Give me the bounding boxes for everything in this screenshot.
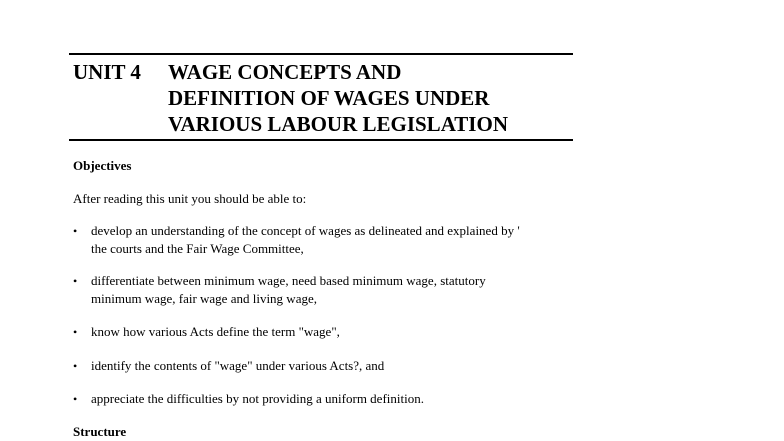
top-rule <box>69 53 573 55</box>
unit-title <box>168 59 508 137</box>
bullet-icon: • <box>73 359 78 373</box>
objective-text <box>91 357 581 375</box>
objective-text <box>91 390 581 408</box>
objective-line: the courts and the Fair Wage Committee, <box>91 241 304 256</box>
unit-label: UNIT 4 <box>73 60 141 84</box>
objective-text <box>91 272 581 308</box>
objective-text <box>91 222 581 258</box>
bullet-icon: • <box>73 224 78 238</box>
bullet-icon: • <box>73 392 78 406</box>
structure-heading: Structure <box>73 424 127 439</box>
objective-line: appreciate the difficulties by not providing a uniform definition. <box>91 391 424 406</box>
objective-line: minimum wage, fair wage and living wage, <box>91 291 317 306</box>
unit-title-line-1: WAGE CONCEPTS AND <box>168 60 402 84</box>
unit-title-line-3: VARIOUS LABOUR LEGISLATION <box>168 112 508 136</box>
bottom-rule <box>69 139 573 141</box>
objective-line: identify the contents of "wage" under various Acts?, and <box>91 358 385 373</box>
objective-line: know how various Acts define the term "wage", <box>91 324 340 339</box>
objectives-intro: After reading this unit you should be able to: <box>73 191 307 206</box>
objective-text <box>91 323 581 341</box>
bullet-icon: • <box>73 325 78 339</box>
objective-line: develop an understanding of the concept of wages as delineated and explained by ' <box>91 223 520 238</box>
objective-line: differentiate between minimum wage, need based minimum wage, statutory <box>91 273 486 288</box>
bullet-icon: • <box>73 274 78 288</box>
unit-title-line-2: DEFINITION OF WAGES UNDER <box>168 86 490 110</box>
objectives-heading: Objectives <box>73 158 132 173</box>
